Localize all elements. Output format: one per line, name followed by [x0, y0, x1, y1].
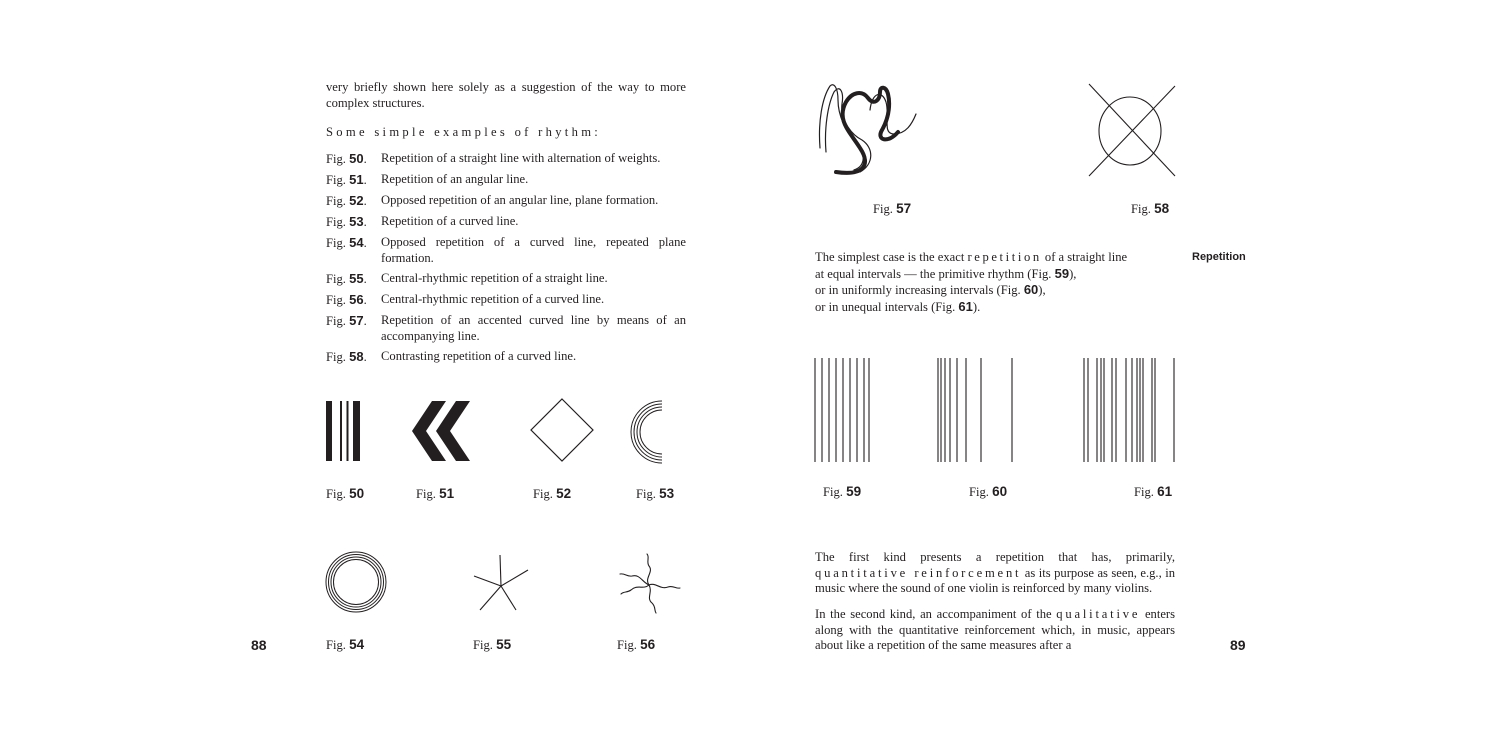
fig55-ray: [474, 576, 501, 586]
fig55-ray: [501, 570, 528, 586]
figure-56-drawing: [616, 552, 682, 614]
examples-heading: Some simple examples of rhythm:: [326, 125, 602, 139]
figure-50-drawing: [326, 400, 362, 462]
figure-60-drawing: [936, 358, 1018, 462]
fig54-circle-1: [326, 552, 386, 612]
page-number-left: 88: [251, 637, 267, 653]
figure-53-drawing: [630, 400, 670, 464]
caption-fig-58: Fig. 58: [1131, 201, 1170, 216]
figure-51-drawing: [410, 400, 482, 462]
fig56-wave: [649, 584, 680, 588]
caption-fig-60: Fig. 60: [969, 484, 1008, 499]
figure-61-drawing: [1082, 358, 1178, 462]
list-item: Fig. 57. Repetition of an accented curved line by means of an accompanying line.: [326, 313, 686, 343]
list-item: Fig. 50. Repetition of a straight line with alternation of weights.: [326, 151, 661, 166]
para1-line-4: or in unequal intervals (Fig. 61).: [815, 298, 981, 314]
caption-fig-54: Fig. 54: [326, 637, 365, 652]
fig56-wave: [647, 554, 650, 585]
fig56-wave: [621, 585, 649, 594]
fig56-wave: [649, 585, 656, 613]
list-item: Fig. 55. Central-rhythmic repetition of a straight line.: [326, 270, 608, 286]
fig55-ray: [500, 555, 501, 586]
page-number-right: 89: [1230, 637, 1246, 653]
fig54-circle-2: [329, 555, 384, 610]
fig54-circle-3: [331, 557, 381, 607]
intro-line-1: very briefly shown here solely as a suggestion of the way to more: [326, 80, 686, 94]
intro-line-2: complex structures.: [326, 95, 425, 110]
figure-54-drawing: [324, 550, 388, 614]
margin-heading: Repetition: [1192, 251, 1246, 263]
fig51-chevron-2: [436, 401, 470, 461]
caption-fig-50: Fig. 50: [326, 486, 365, 501]
qualitative-paragraph: In the second kind, an accompaniment of the qualitative enters along with the quantitative reinforcement which, in music, appears about like a repetition of the same measures after a: [815, 607, 1176, 652]
figure-55-drawing: [470, 552, 532, 614]
fig57-accented-curve: [836, 88, 898, 173]
caption-fig-55: Fig. 55: [473, 637, 512, 652]
intro-paragraph: [326, 80, 686, 111]
para1-line-3: or in uniformly increasing intervals (Fig. 60),: [815, 282, 1046, 297]
figure-58-drawing: [1088, 82, 1178, 180]
fig54-circle-4: [334, 560, 379, 605]
fig56-wave: [620, 574, 649, 585]
list-item: Fig. 52. Opposed repetition of an angular line, plane formation.: [326, 193, 659, 209]
fig50-thick-line-1: [326, 401, 332, 461]
quantitative-paragraph: The first kind presents a repetition that has, primarily, quantitative reinforcement as its purpose as seen, e.g., in music where the sound of one violin is reinforced by many violins.: [815, 550, 1175, 595]
caption-fig-61: Fig. 61: [1134, 484, 1173, 499]
para1-line-1: The simplest case is the exact repetition of a straight line: [815, 250, 1128, 264]
figure-list: [326, 151, 686, 370]
para1-line-2: at equal intervals — the primitive rhythm (Fig. 59),: [815, 265, 1077, 281]
caption-fig-51: Fig. 51: [416, 486, 455, 501]
caption-fig-57: Fig. 57: [873, 201, 912, 216]
figure-52-drawing: [530, 398, 594, 462]
list-item: Fig. 54. Opposed repetition of a curved line, repeated plane formation.: [326, 235, 686, 265]
caption-fig-59: Fig. 59: [823, 484, 862, 499]
fig58-circle: [1099, 97, 1161, 165]
list-item: Fig. 51. Repetition of an angular line.: [326, 172, 529, 188]
fig53-arc-4: [640, 410, 662, 454]
caption-fig-56: Fig. 56: [617, 637, 656, 652]
fig50-thin-line: [340, 401, 342, 461]
fig52-diamond: [531, 399, 593, 461]
repetition-paragraph: [815, 250, 1175, 315]
list-item: Fig. 53. Repetition of a curved line.: [326, 214, 519, 230]
caption-fig-52: Fig. 52: [533, 486, 572, 501]
figure-59-drawing: [814, 358, 872, 462]
fig55-ray: [501, 586, 516, 610]
figure-57-drawing: [816, 82, 922, 178]
caption-fig-53: Fig. 53: [636, 486, 675, 501]
list-item: Fig. 56. Central-rhythmic repetition of a curved line.: [326, 292, 605, 308]
fig55-ray: [480, 586, 501, 610]
fig50-thick-line-2: [353, 401, 360, 461]
fig50-thin-line-2: [347, 401, 349, 461]
list-item: Fig. 58. Contrasting repetition of a curved line.: [326, 348, 577, 364]
